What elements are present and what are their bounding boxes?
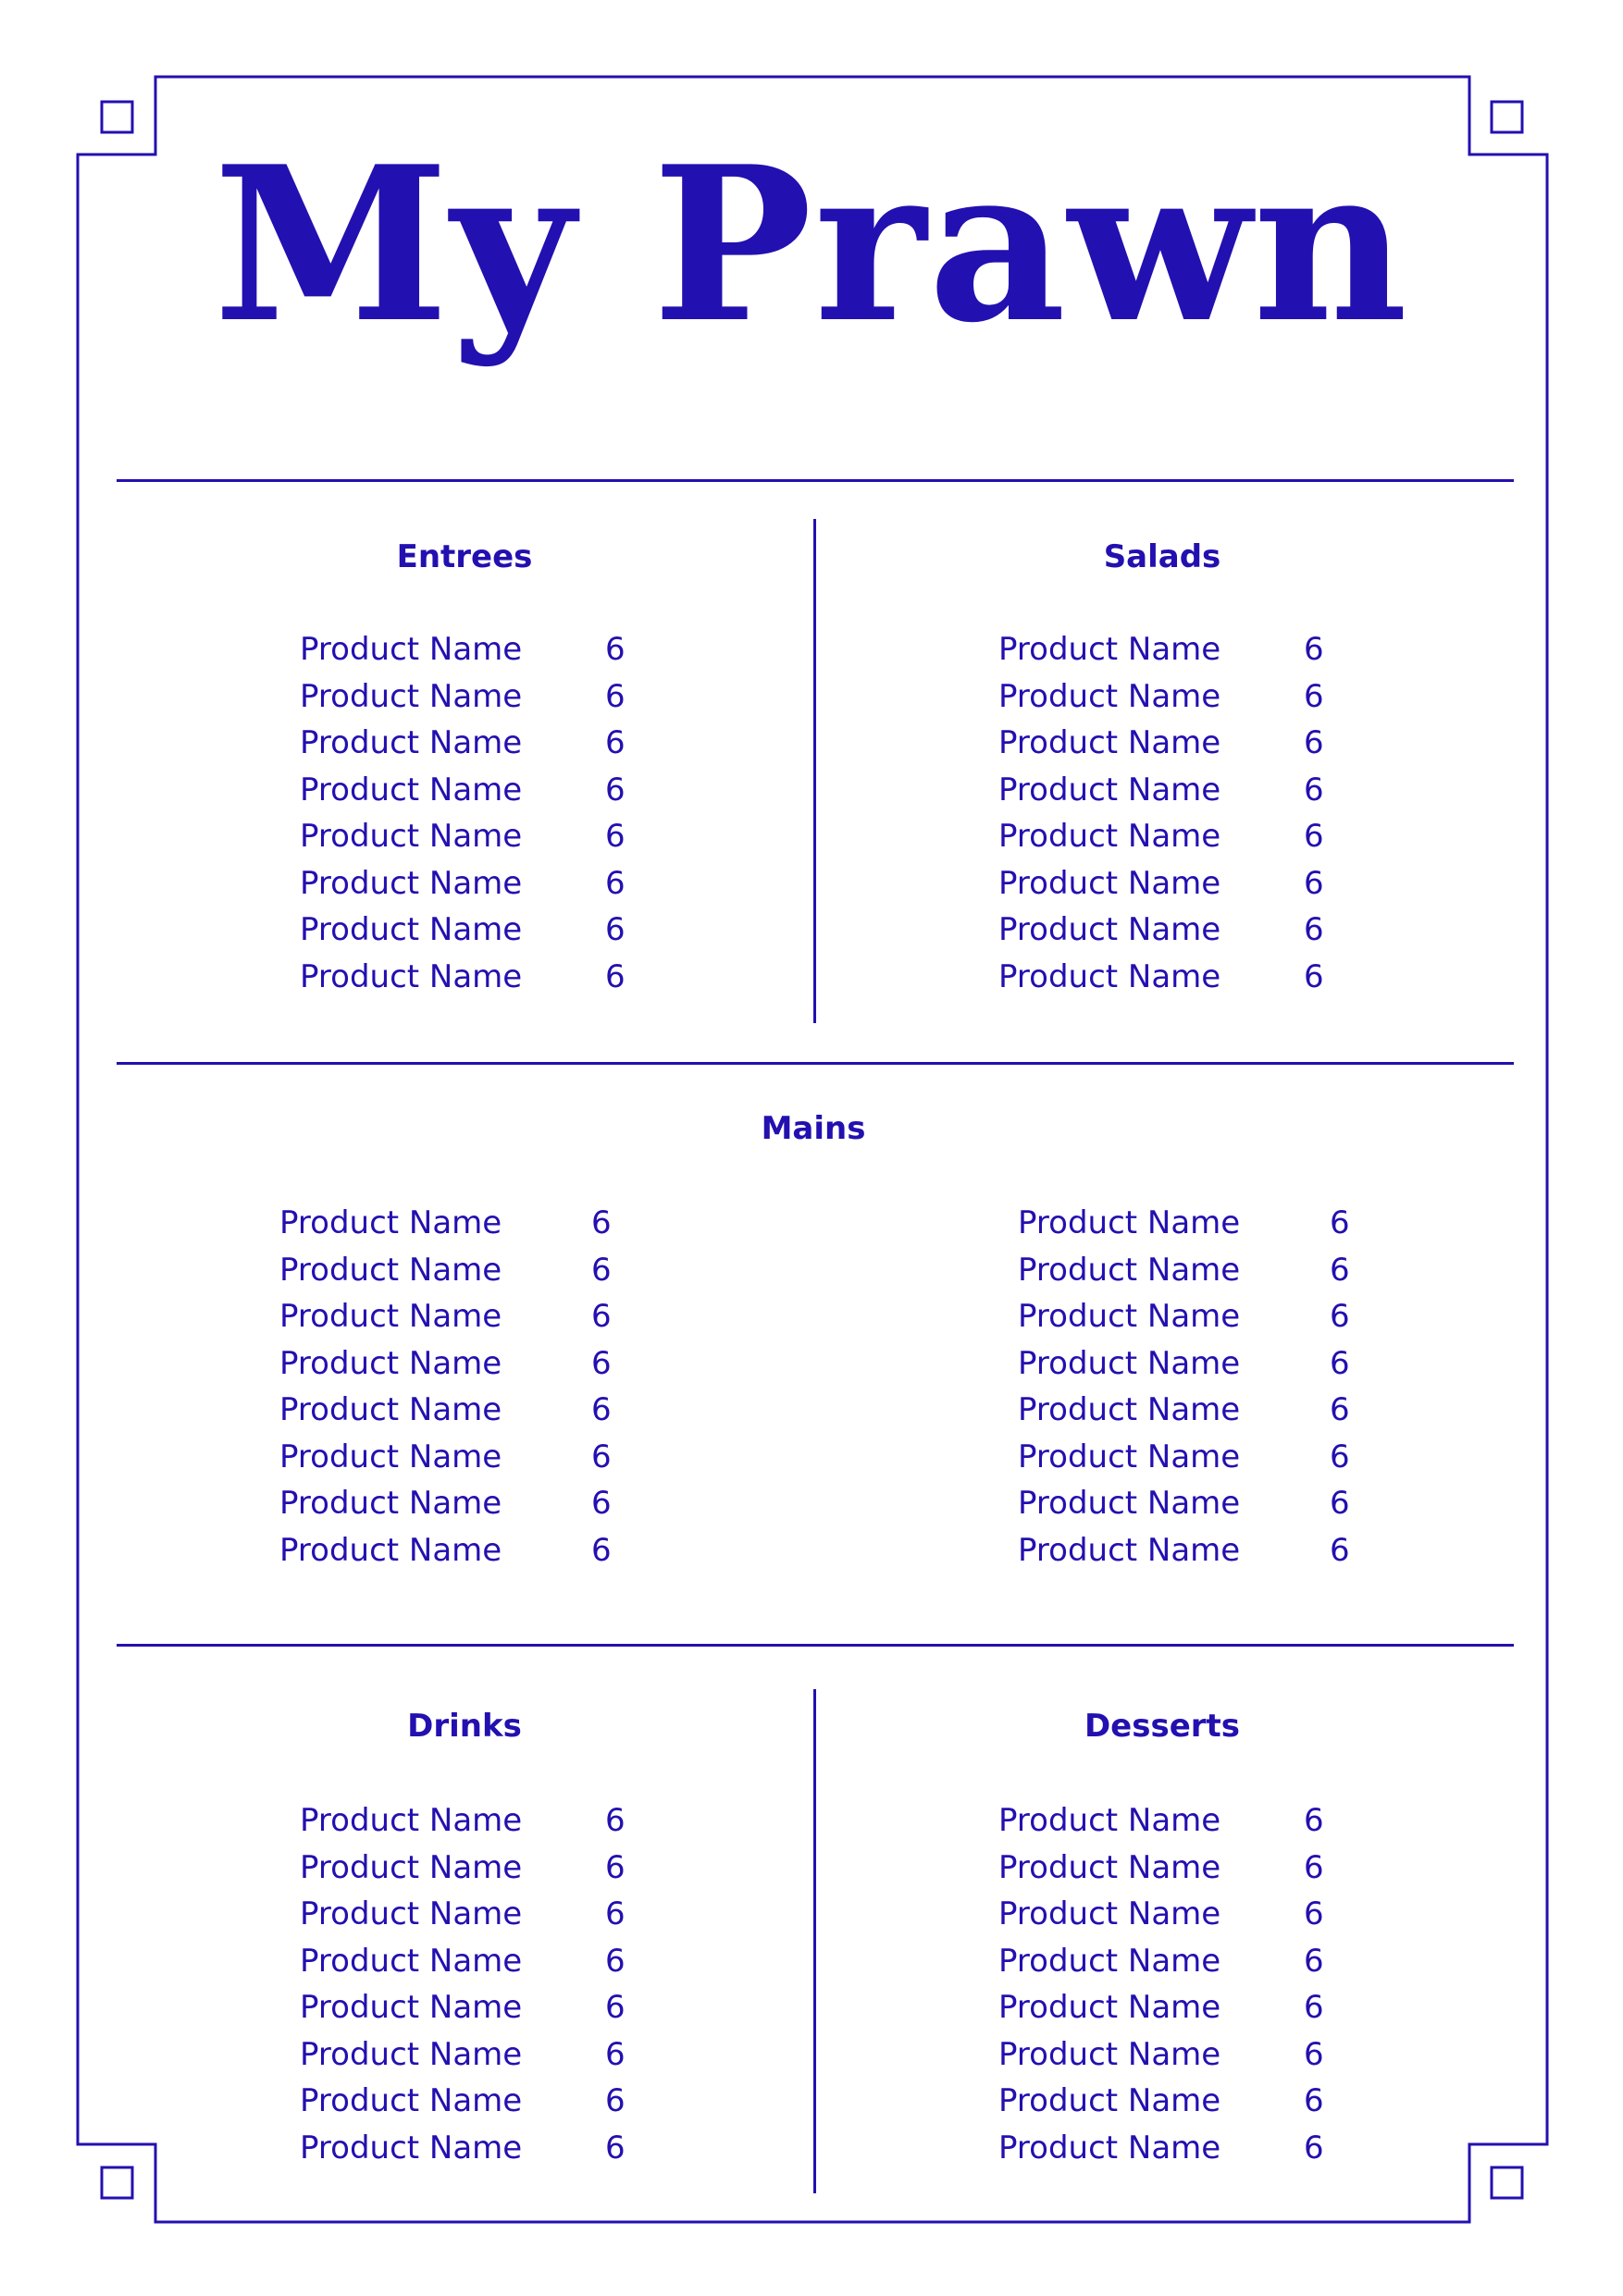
item-name: Product Name <box>998 2129 1221 2166</box>
item-name: Product Name <box>300 1848 523 1886</box>
menu-item <box>279 1387 612 1434</box>
item-price: 6 <box>1304 724 1324 762</box>
item-name: Product Name <box>1018 1485 1241 1523</box>
item-name: Product Name <box>300 724 523 762</box>
drinks-list <box>300 1797 626 2171</box>
item-name: Product Name <box>998 1848 1221 1886</box>
divider-bottom <box>117 1644 1514 1647</box>
item-price: 6 <box>605 1848 626 1886</box>
menu-item <box>300 673 626 721</box>
item-price: 6 <box>1304 2082 1324 2120</box>
item-name: Product Name <box>279 1438 502 1475</box>
menu-item <box>300 2078 626 2125</box>
item-price: 6 <box>605 911 626 949</box>
item-price: 6 <box>1330 1391 1350 1429</box>
item-name: Product Name <box>998 677 1221 715</box>
menu-item <box>998 2078 1324 2125</box>
item-name: Product Name <box>300 2035 523 2073</box>
item-price: 6 <box>605 864 626 902</box>
item-name: Product Name <box>300 1942 523 1980</box>
item-price: 6 <box>1304 1848 1324 1886</box>
item-price: 6 <box>1330 1251 1350 1289</box>
menu-item <box>1018 1200 1350 1247</box>
menu-item <box>998 907 1324 954</box>
item-name: Product Name <box>1018 1531 1241 1569</box>
menu-item <box>998 2031 1324 2079</box>
item-name: Product Name <box>998 2082 1221 2120</box>
menu-item <box>300 1938 626 1985</box>
item-price: 6 <box>605 1802 626 1840</box>
section-heading-mains: Mains <box>761 1110 866 1147</box>
menu-item <box>300 2031 626 2079</box>
menu-item <box>300 907 626 954</box>
mains-list-left <box>279 1200 612 1574</box>
item-name: Product Name <box>1018 1251 1241 1289</box>
item-price: 6 <box>605 631 626 669</box>
item-name: Product Name <box>1018 1298 1241 1336</box>
menu-item <box>279 1247 612 1294</box>
item-price: 6 <box>605 2082 626 2120</box>
item-price: 6 <box>591 1438 612 1475</box>
menu-item <box>1018 1434 1350 1481</box>
menu-item <box>998 673 1324 721</box>
menu-item <box>279 1200 612 1247</box>
item-name: Product Name <box>998 1895 1221 1933</box>
section-heading-desserts: Desserts <box>1084 1708 1241 1745</box>
menu-item <box>1018 1527 1350 1574</box>
menu-item <box>279 1527 612 1574</box>
item-price: 6 <box>1304 1802 1324 1840</box>
item-name: Product Name <box>300 771 523 809</box>
item-price: 6 <box>1304 864 1324 902</box>
menu-item <box>998 1938 1324 1985</box>
item-name: Product Name <box>300 818 523 856</box>
item-name: Product Name <box>998 2035 1221 2073</box>
menu-item <box>300 767 626 814</box>
item-price: 6 <box>591 1391 612 1429</box>
column-divider-upper <box>813 519 816 1023</box>
item-price: 6 <box>1304 1989 1324 2027</box>
menu-item <box>300 1845 626 1892</box>
item-name: Product Name <box>998 724 1221 762</box>
menu-item <box>1018 1247 1350 1294</box>
item-price: 6 <box>591 1251 612 1289</box>
menu-item <box>300 954 626 1001</box>
item-price: 6 <box>605 1895 626 1933</box>
menu-item <box>1018 1293 1350 1340</box>
item-name: Product Name <box>300 2082 523 2120</box>
item-price: 6 <box>591 1531 612 1569</box>
item-name: Product Name <box>300 911 523 949</box>
item-name: Product Name <box>998 911 1221 949</box>
item-name: Product Name <box>300 1895 523 1933</box>
item-price: 6 <box>1330 1531 1350 1569</box>
menu-item <box>998 1797 1324 1845</box>
item-name: Product Name <box>1018 1344 1241 1382</box>
item-price: 6 <box>591 1298 612 1336</box>
item-name: Product Name <box>1018 1204 1241 1242</box>
menu-item <box>279 1340 612 1388</box>
item-price: 6 <box>1330 1438 1350 1475</box>
menu-item <box>998 626 1324 673</box>
restaurant-title: My Prawn <box>213 120 1410 370</box>
item-price: 6 <box>1304 818 1324 856</box>
item-name: Product Name <box>998 631 1221 669</box>
item-price: 6 <box>1304 2035 1324 2073</box>
menu-item <box>300 860 626 907</box>
section-heading-drinks: Drinks <box>407 1708 522 1745</box>
item-price: 6 <box>1304 677 1324 715</box>
item-name: Product Name <box>300 1989 523 2027</box>
menu-item <box>279 1293 612 1340</box>
item-name: Product Name <box>300 957 523 995</box>
mains-list-right <box>1018 1200 1350 1574</box>
item-price: 6 <box>1304 1942 1324 1980</box>
item-price: 6 <box>605 771 626 809</box>
menu-item <box>998 2125 1324 2172</box>
item-name: Product Name <box>1018 1438 1241 1475</box>
item-name: Product Name <box>279 1485 502 1523</box>
divider-top <box>117 479 1514 482</box>
item-price: 6 <box>605 1989 626 2027</box>
item-name: Product Name <box>998 864 1221 902</box>
divider-middle <box>117 1062 1514 1065</box>
item-price: 6 <box>605 818 626 856</box>
item-price: 6 <box>605 957 626 995</box>
item-price: 6 <box>1304 957 1324 995</box>
item-price: 6 <box>1330 1344 1350 1382</box>
menu-item <box>998 720 1324 767</box>
menu-item <box>300 626 626 673</box>
entrees-list <box>300 626 626 1000</box>
item-price: 6 <box>591 1485 612 1523</box>
item-price: 6 <box>591 1204 612 1242</box>
item-name: Product Name <box>300 1802 523 1840</box>
menu-item <box>998 813 1324 860</box>
item-name: Product Name <box>1018 1391 1241 1429</box>
item-name: Product Name <box>300 864 523 902</box>
item-name: Product Name <box>998 957 1221 995</box>
menu-item <box>300 720 626 767</box>
menu-item <box>300 813 626 860</box>
item-price: 6 <box>1304 911 1324 949</box>
item-price: 6 <box>1304 2129 1324 2166</box>
item-price: 6 <box>605 2129 626 2166</box>
menu-item <box>998 860 1324 907</box>
menu-item <box>1018 1340 1350 1388</box>
item-name: Product Name <box>279 1251 502 1289</box>
item-price: 6 <box>605 724 626 762</box>
menu-item <box>998 1845 1324 1892</box>
item-name: Product Name <box>998 1802 1221 1840</box>
item-name: Product Name <box>279 1344 502 1382</box>
item-name: Product Name <box>279 1531 502 1569</box>
menu-item <box>300 1984 626 2031</box>
item-name: Product Name <box>300 631 523 669</box>
menu-item <box>279 1434 612 1481</box>
item-name: Product Name <box>279 1298 502 1336</box>
menu-item <box>998 767 1324 814</box>
menu-item <box>300 1891 626 1938</box>
menu-item <box>998 1891 1324 1938</box>
menu-item <box>998 1984 1324 2031</box>
item-name: Product Name <box>279 1391 502 1429</box>
item-price: 6 <box>1330 1485 1350 1523</box>
item-price: 6 <box>605 1942 626 1980</box>
item-price: 6 <box>605 677 626 715</box>
salads-list <box>998 626 1324 1000</box>
item-name: Product Name <box>300 2129 523 2166</box>
menu-item <box>300 2125 626 2172</box>
desserts-list <box>998 1797 1324 2171</box>
item-price: 6 <box>1330 1298 1350 1336</box>
menu-item <box>998 954 1324 1001</box>
item-name: Product Name <box>998 1989 1221 2027</box>
item-price: 6 <box>1304 1895 1324 1933</box>
menu-item <box>300 1797 626 1845</box>
item-price: 6 <box>1304 771 1324 809</box>
item-name: Product Name <box>279 1204 502 1242</box>
section-heading-salads: Salads <box>1103 538 1221 575</box>
item-name: Product Name <box>998 771 1221 809</box>
item-price: 6 <box>591 1344 612 1382</box>
item-price: 6 <box>605 2035 626 2073</box>
menu-item <box>1018 1387 1350 1434</box>
menu-item <box>279 1480 612 1527</box>
item-name: Product Name <box>998 1942 1221 1980</box>
item-name: Product Name <box>300 677 523 715</box>
menu-item <box>1018 1480 1350 1527</box>
section-heading-entrees: Entrees <box>396 538 533 575</box>
item-price: 6 <box>1330 1204 1350 1242</box>
column-divider-lower <box>813 1689 816 2193</box>
item-name: Product Name <box>998 818 1221 856</box>
item-price: 6 <box>1304 631 1324 669</box>
